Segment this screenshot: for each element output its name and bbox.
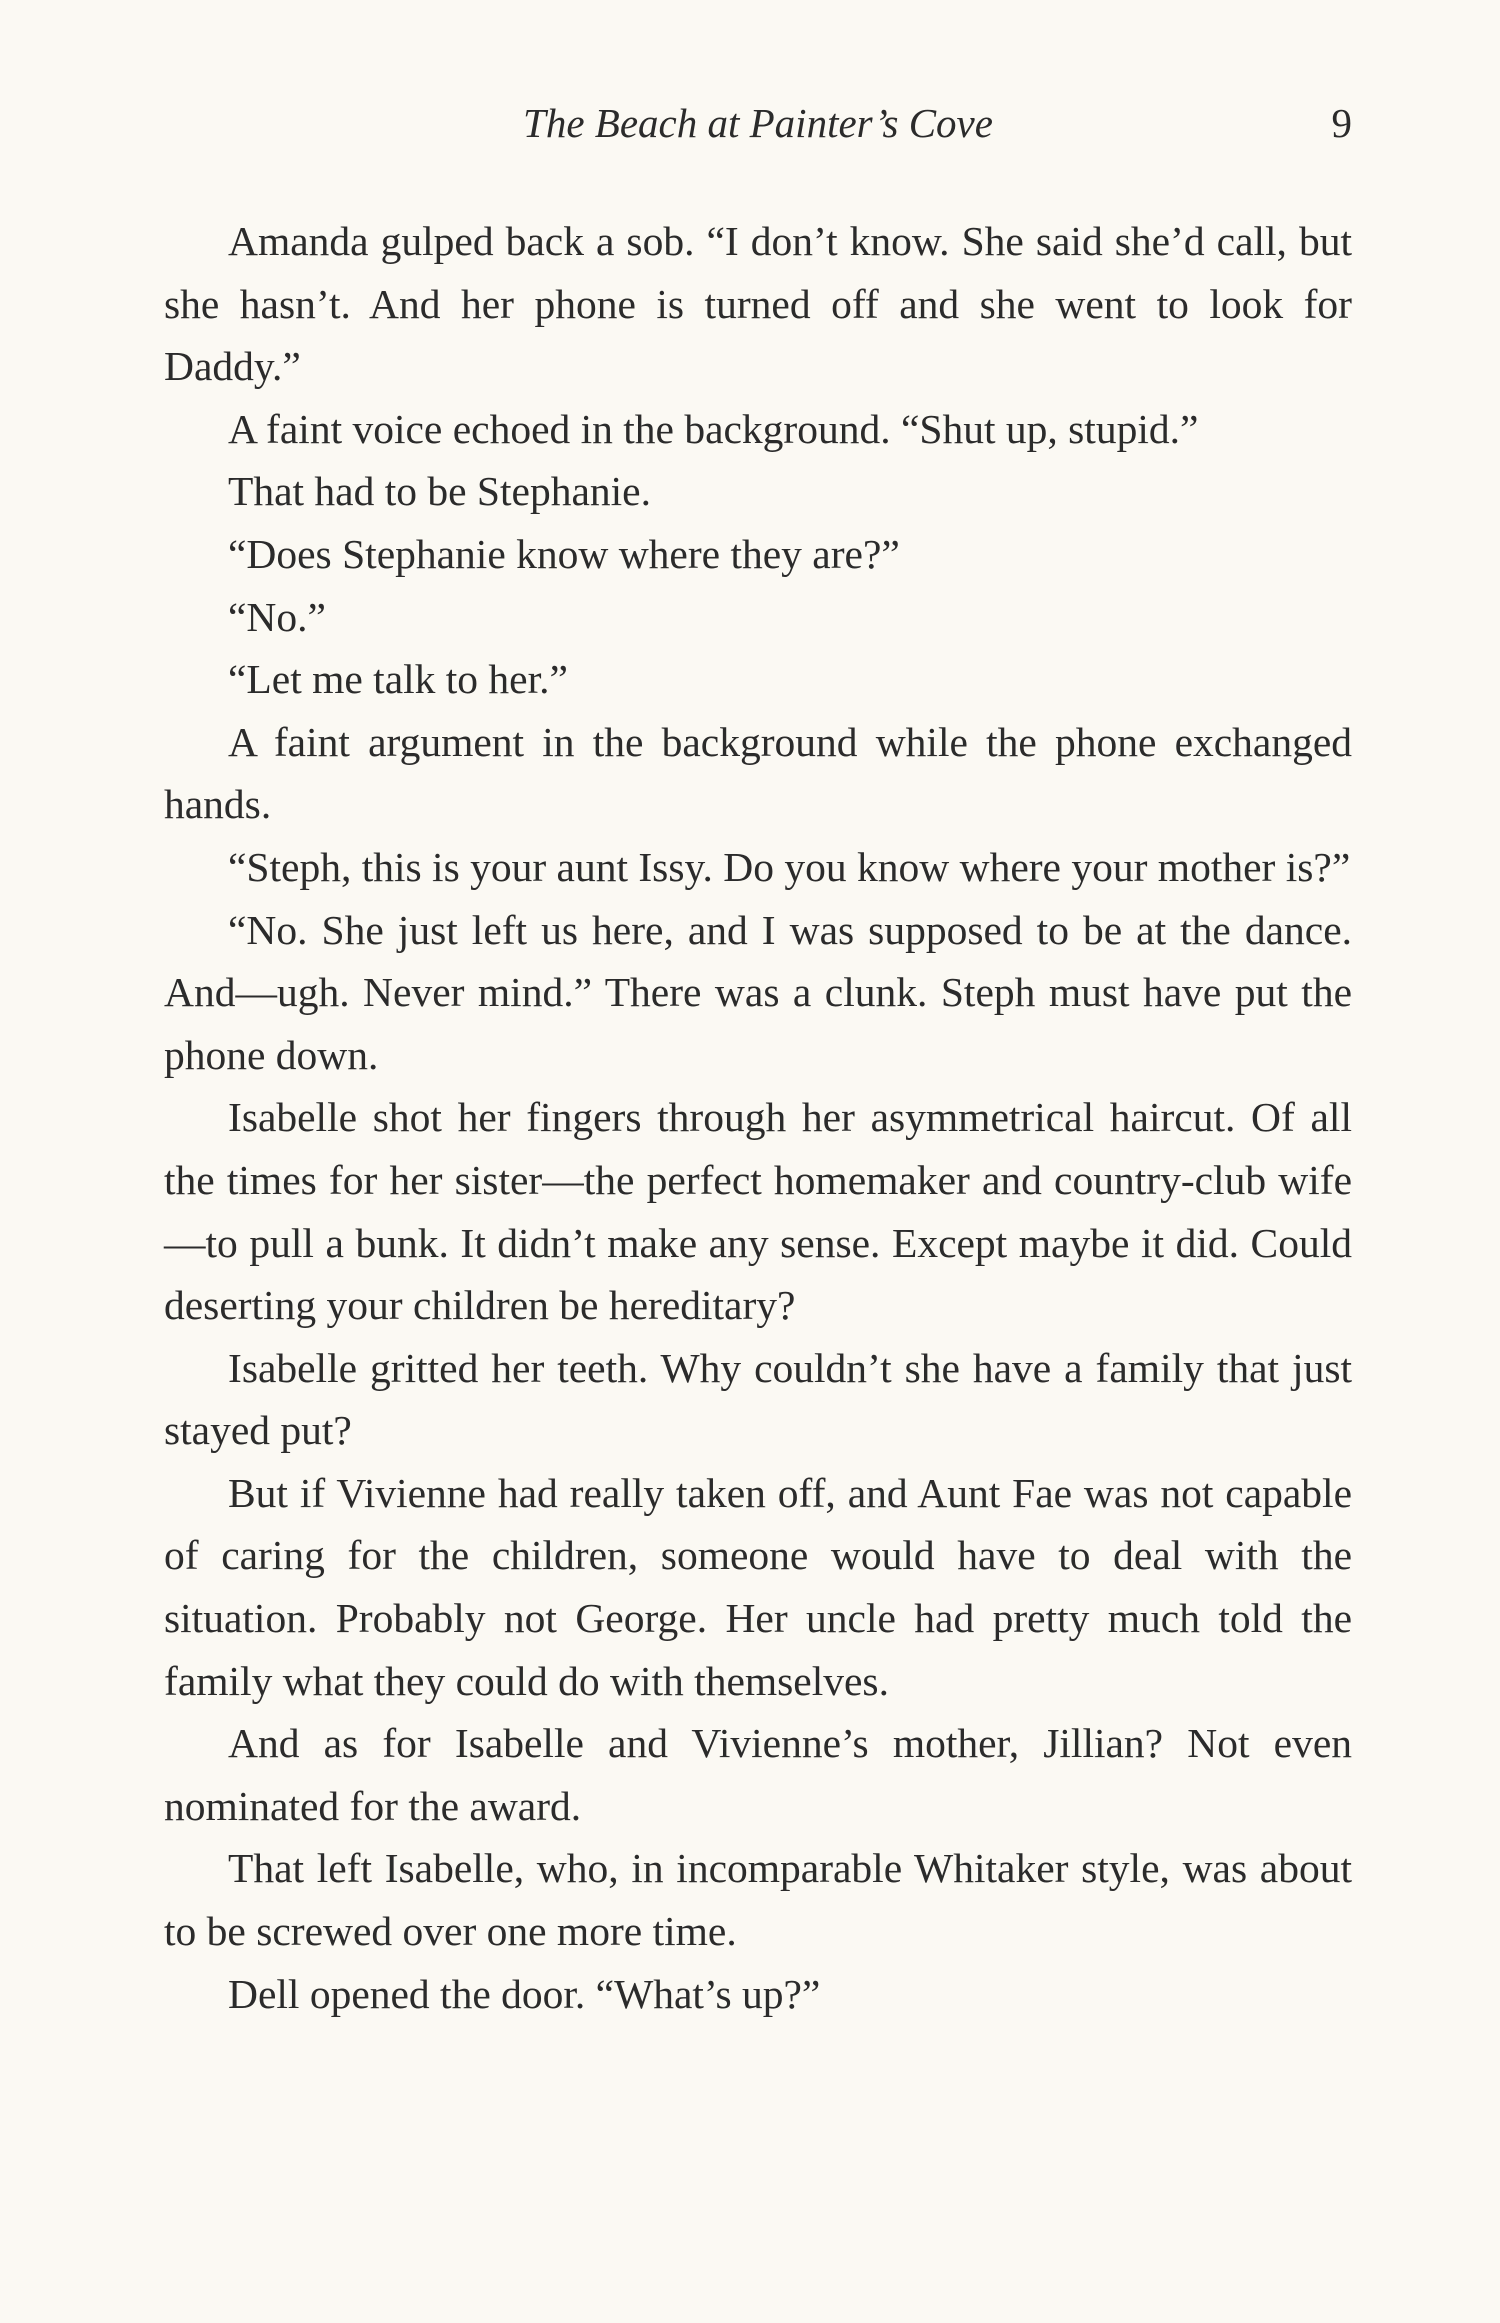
paragraph: “No. She just left us here, and I was supposed to be at the dance. And—ugh. Never mind.” There was a clunk. Steph must have put the phone down.	[164, 906, 1352, 1078]
body-text	[164, 210, 1352, 2025]
paragraph: “Does Stephanie know where they are?”	[228, 530, 900, 577]
paragraph: “No.”	[228, 593, 326, 640]
paragraph: But if Vivienne had really taken off, and Aunt Fae was not capable of caring for the children, someone would have to deal with the situation. Probably not George. Her uncle had pretty much told the family what they could do with themselves.	[164, 1469, 1352, 1704]
paragraph: That had to be Stephanie.	[228, 468, 651, 515]
paragraph: And as for Isabelle and Vivienne’s mother, Jillian? Not even nominated for the award.	[164, 1720, 1352, 1829]
paragraph: Amanda gulped back a sob. “I don’t know. She said she’d call, but she hasn’t. And her phone is turned off and she went to look for Daddy.”	[164, 218, 1352, 390]
paragraph: That left Isabelle, who, in incomparable Whitaker style, was about to be screwed over one more time.	[164, 1845, 1352, 1955]
paragraph: “Let me talk to her.”	[228, 656, 568, 703]
paragraph: Isabelle shot her fingers through her asymmetrical haircut. Of all the times for her sister—the perfect homemaker and country-club wife—to pull a bunk. It didn’t make any sense. Except maybe it did. Could deserting your children be hereditary?	[164, 1094, 1352, 1329]
page-number: 9	[1331, 100, 1352, 146]
paragraph: Isabelle gritted her teeth. Why couldn’t she have a family that just stayed put?	[164, 1344, 1352, 1454]
paragraph: A faint voice echoed in the background. “Shut up, stupid.”	[228, 405, 1199, 452]
paragraph: A faint argument in the background while the phone exchanged hands.	[164, 718, 1352, 828]
paragraph: Dell opened the door. “What’s up?”	[228, 1970, 821, 2017]
running-title: The Beach at Painter’s Cove	[523, 100, 993, 146]
paragraph: “Steph, this is your aunt Issy. Do you know where your mother is?”	[228, 843, 1351, 890]
running-head	[164, 88, 1352, 158]
